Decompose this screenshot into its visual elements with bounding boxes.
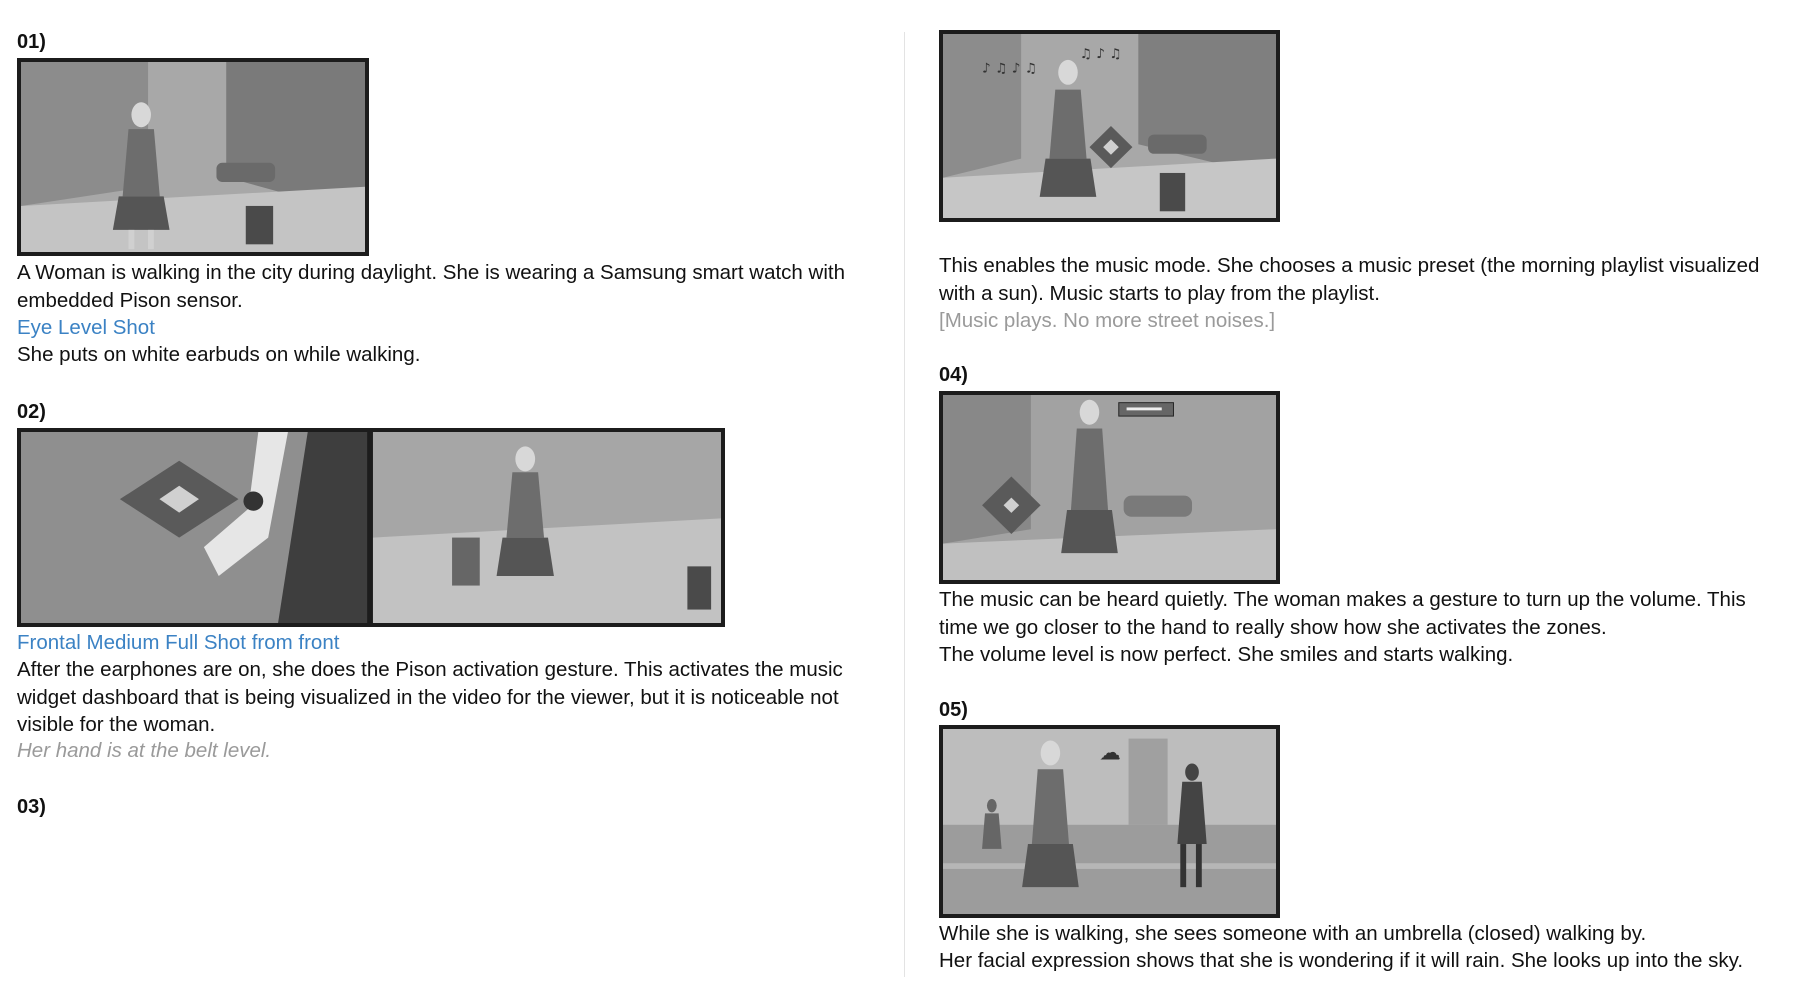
scene-02-description: After the earphones are on, she does the Pison activation gesture. This activates the music widget dashboard that is being visualized in the video for the viewer, but it is noticeable not visible for the woman. bbox=[17, 658, 843, 736]
scene-04-description-2: The volume level is now perfect. She smiles and starts walking. bbox=[939, 643, 1514, 666]
scene-03-illustration bbox=[943, 34, 1276, 218]
column-divider bbox=[904, 32, 905, 977]
scene-01-description: A Woman is walking in the city during daylight. She is wearing a Samsung smart watch with embedded Pison sensor. bbox=[17, 261, 845, 312]
svg-text:♫ ♪ ♫: ♫ ♪ ♫ bbox=[1079, 46, 1122, 62]
scene-02-shot-type: Frontal Medium Full Shot from front bbox=[17, 631, 340, 654]
scene-05-number: 05) bbox=[939, 699, 968, 721]
scene-04-frame bbox=[939, 391, 1280, 584]
scene-01-description-2: She puts on white earbuds on while walking. bbox=[17, 343, 421, 366]
scene-05-description: While she is walking, she sees someone with an umbrella (closed) walking by. bbox=[939, 922, 1647, 945]
scene-02-illustration bbox=[21, 432, 721, 623]
scene-05-description-2: Her facial expression shows that she is wondering if it will rain. She looks up into the sky. bbox=[939, 949, 1744, 972]
scene-04-description: The music can be heard quietly. The woman makes a gesture to turn up the volume. This time we go closer to the hand to really show how she activates the zones. bbox=[939, 588, 1746, 639]
scene-02-number: 02) bbox=[17, 401, 46, 423]
scene-02-frame bbox=[17, 428, 725, 627]
scene-01-number: 01) bbox=[17, 31, 46, 53]
scene-03-number: 03) bbox=[17, 796, 46, 818]
scene-03-frame bbox=[939, 30, 1280, 222]
scene-01-shot-type: Eye Level Shot bbox=[17, 316, 155, 339]
scene-03-note: [Music plays. No more street noises.] bbox=[939, 309, 1276, 332]
svg-text:☁: ☁ bbox=[1099, 740, 1121, 766]
scene-05-illustration bbox=[943, 729, 1276, 914]
scene-05-frame bbox=[939, 725, 1280, 918]
scene-04-number: 04) bbox=[939, 364, 968, 386]
scene-03-description: This enables the music mode. She chooses a music preset (the morning playlist visualized with a sun). Music starts to play from the playlist. bbox=[939, 254, 1760, 305]
svg-text:♪ ♫ ♪ ♫: ♪ ♫ ♪ ♫ bbox=[982, 60, 1038, 77]
scene-01-illustration bbox=[21, 62, 365, 252]
scene-02-note: Her hand is at the belt level. bbox=[17, 739, 272, 762]
scene-01-frame bbox=[17, 58, 369, 256]
scene-04-illustration bbox=[943, 395, 1276, 580]
